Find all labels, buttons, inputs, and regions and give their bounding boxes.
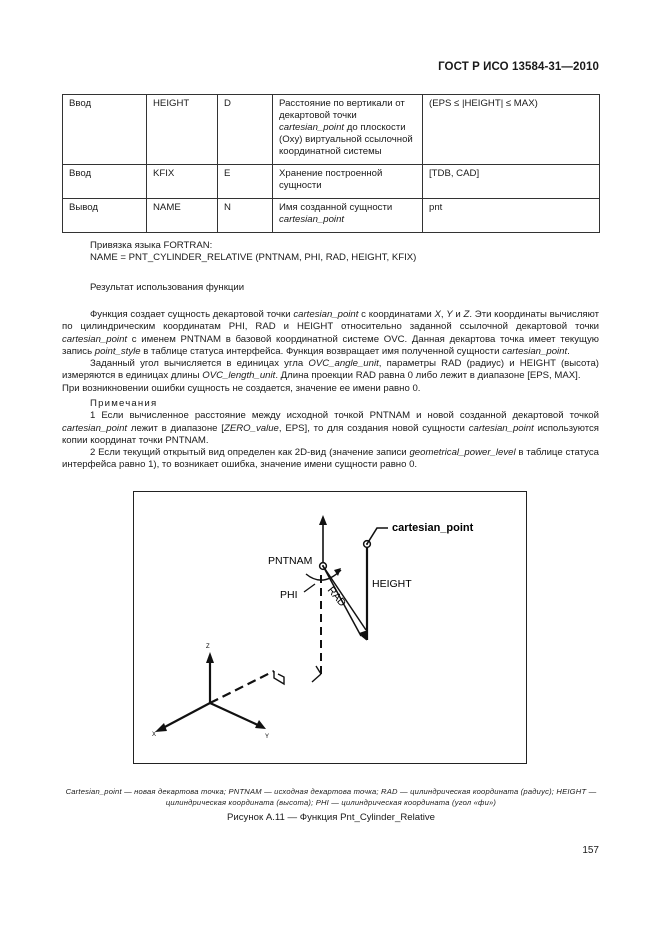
term: cartesian_point bbox=[468, 422, 534, 434]
term: cartesian_point bbox=[293, 309, 359, 320]
base-tick bbox=[312, 674, 321, 682]
notes-heading: Примечания bbox=[90, 398, 158, 409]
cell-description bbox=[273, 165, 423, 199]
cell-range: [TDB, CAD] bbox=[423, 165, 600, 199]
base-right-angle bbox=[274, 671, 284, 684]
cell-type: N bbox=[218, 199, 273, 233]
table-row bbox=[63, 165, 600, 199]
parameter-table bbox=[62, 94, 600, 233]
text: , EPS], то для создания новой сущности bbox=[278, 422, 469, 434]
term: OVC_angle_unit bbox=[308, 358, 379, 370]
reference-vector bbox=[210, 671, 274, 703]
text: в таблице статуса интерфейса. Функция возвращает имя полученной сущности bbox=[140, 345, 503, 357]
phi-leader bbox=[304, 584, 315, 592]
cell-description bbox=[273, 199, 423, 233]
text: Заданный угол вычисляется в единицах угла bbox=[90, 358, 309, 370]
paragraph-3: При возникновении ошибки сущность не создается, значение ее имени равно 0. bbox=[62, 382, 421, 394]
figure-legend: Cartesian_point — новая декартова точка; PNTNAM — исходная декартова точка; RAD — цилиндрическая координата (радиус); HEIGHT — цилиндрическая координата (высота); PHI — цилиндрическая координата (угол «фи») bbox=[65, 787, 597, 807]
term: Y bbox=[446, 309, 453, 320]
cylinder-relative-diagram bbox=[134, 492, 526, 763]
term: Z bbox=[463, 309, 470, 320]
table-row bbox=[63, 95, 600, 165]
figure-caption: Рисунок А.11 — Функция Pnt_Cylinder_Relative bbox=[226, 812, 436, 823]
term: geometrical_power_level bbox=[409, 447, 516, 459]
height-label: HEIGHT bbox=[372, 578, 412, 590]
paragraph-1 bbox=[62, 309, 599, 358]
cell-range: (EPS ≤ |HEIGHT| ≤ MAX) bbox=[423, 95, 600, 165]
cell-description bbox=[273, 95, 423, 165]
desc-text: до плоскости (Oxy) виртуальной ссылочной координатной системы bbox=[279, 122, 413, 157]
text: . Длина проекции RAD равна 0 либо лежит в диапазоне [EPS, MAX]. bbox=[275, 370, 581, 382]
text: лежит в диапазоне [ bbox=[127, 422, 224, 434]
x-axis bbox=[161, 703, 210, 729]
x-axis-label: X bbox=[152, 732, 157, 738]
paragraph-2 bbox=[62, 358, 599, 383]
cell-name: HEIGHT bbox=[147, 95, 218, 165]
desc-italic: cartesian_point bbox=[279, 122, 345, 133]
cell-range: pnt bbox=[423, 199, 600, 233]
text: , параметры RAD (радиус) и HEIGHT (высота) измеряются в единицах длины bbox=[62, 358, 599, 382]
desc-text: Расстояние по вертикали от декартовой точки bbox=[279, 98, 405, 121]
standard-header: ГОСТ Р ИСО 13584-31—2010 bbox=[438, 61, 599, 73]
term: OVC_length_unit bbox=[202, 370, 276, 382]
binding-call: NAME = PNT_CYLINDER_RELATIVE (PNTNAM, PHI, RAD, HEIGHT, KFIX) bbox=[90, 252, 417, 264]
cell-name: NAME bbox=[147, 199, 218, 233]
term: cartesian_point bbox=[502, 345, 568, 357]
desc-text: Хранение построенной сущности bbox=[279, 168, 383, 191]
local-z-arrow bbox=[319, 515, 327, 525]
text: 2 Если текущий открытый вид определен как 2D-вид (значение записи bbox=[90, 447, 410, 459]
pntnam-label: PNTNAM bbox=[268, 555, 313, 567]
text: . Эти координаты вычисляют по цилиндрическим координатам PHI, RAD и HEIGHT относительно заданной ссылочной декартовой точки bbox=[62, 309, 599, 333]
term: cartesian_point bbox=[62, 333, 128, 345]
note-1 bbox=[62, 410, 599, 447]
rad-label: RAD bbox=[324, 584, 349, 610]
term: X bbox=[434, 309, 441, 320]
table-row bbox=[63, 199, 600, 233]
text: с координатами bbox=[358, 309, 435, 320]
figure-diagram bbox=[133, 491, 527, 764]
cell-name: KFIX bbox=[147, 165, 218, 199]
text: 1 Если вычисленное расстояние между исходной точкой PNTNAM и новой созданной декартовой точкой bbox=[90, 410, 599, 422]
desc-italic: cartesian_point bbox=[279, 214, 345, 225]
text: . bbox=[567, 345, 570, 357]
term: cartesian_point bbox=[62, 422, 128, 434]
y-axis bbox=[210, 703, 260, 726]
cell-mode: Вывод bbox=[63, 199, 147, 233]
y-axis-label: Y bbox=[265, 734, 270, 740]
z-arrow bbox=[206, 652, 214, 663]
notes bbox=[62, 398, 599, 472]
result-heading: Результат использования функции bbox=[90, 282, 245, 293]
cell-mode: Ввод bbox=[63, 165, 147, 199]
text: и bbox=[452, 309, 464, 320]
axes bbox=[161, 660, 260, 729]
x-arrow bbox=[155, 723, 167, 732]
cartesian-point-label: cartesian_point bbox=[392, 522, 474, 534]
result-text bbox=[62, 309, 599, 395]
term: point_style bbox=[94, 345, 141, 357]
desc-text: Имя созданной сущности bbox=[279, 202, 393, 213]
result-heading-block bbox=[62, 282, 599, 294]
cell-mode: Ввод bbox=[63, 95, 147, 165]
text: с именем PNTNAM в базовой координатной системе OVC. Данная декартова точка имеет текущую запись bbox=[62, 333, 599, 357]
cell-type: E bbox=[218, 165, 273, 199]
note-2 bbox=[62, 447, 599, 472]
phi-label: PHI bbox=[280, 589, 298, 601]
z-axis-label: Z bbox=[206, 644, 210, 650]
fortran-binding bbox=[62, 240, 599, 265]
binding-label: Привязка языка FORTRAN: bbox=[90, 240, 213, 251]
text: используются копии координат точки PNTNAM. bbox=[62, 422, 599, 446]
text: Функция создает сущность декартовой точки bbox=[90, 309, 294, 320]
term: ZERO_value bbox=[223, 422, 279, 434]
text: , bbox=[440, 309, 447, 320]
page-number: 157 bbox=[582, 845, 599, 856]
cell-type: D bbox=[218, 95, 273, 165]
text: в таблице статуса интерфейса равно 1), то возникает ошибка, значение имени сущности равно 0. bbox=[62, 447, 599, 471]
